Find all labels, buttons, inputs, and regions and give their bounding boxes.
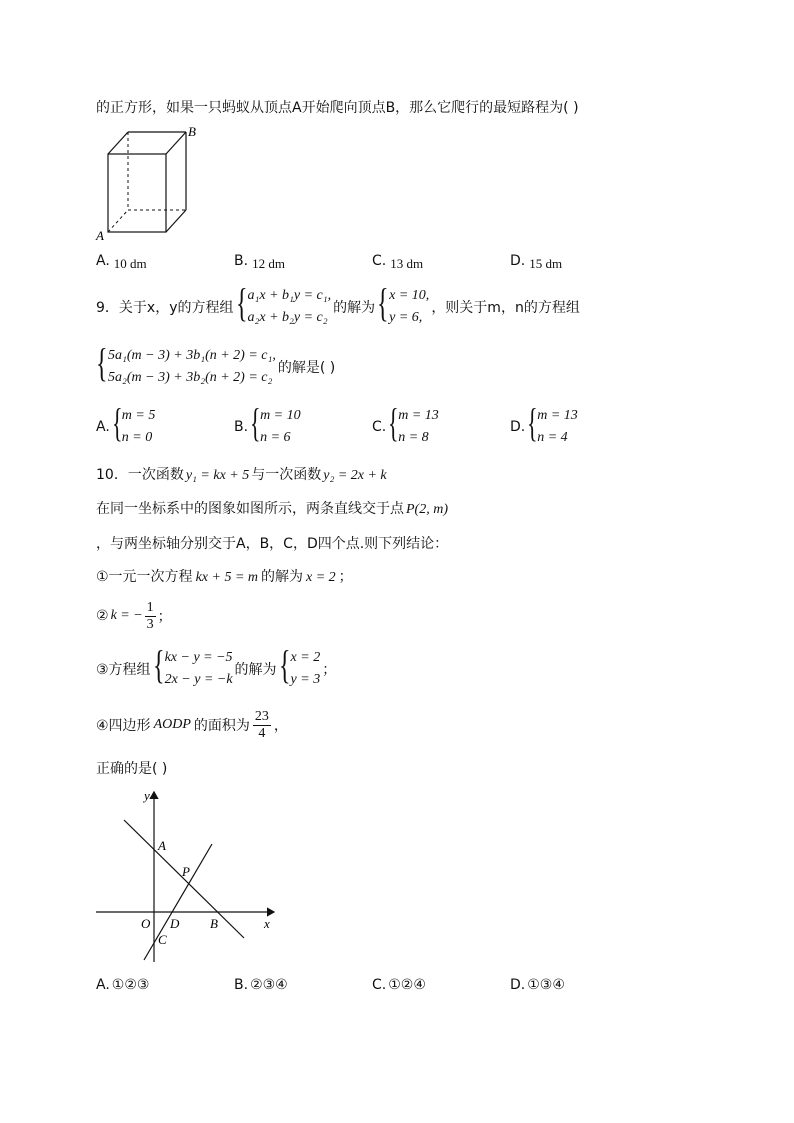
q10-coordinate-graph	[94, 786, 284, 966]
q10-option-c[interactable]: C. ①②④	[372, 977, 426, 993]
q10-stem-line3: ，与两坐标轴分别交于A，B，C，D四个点.则下列结论：	[96, 536, 449, 552]
q8-stem: 的正方形，如果一只蚂蚁从顶点A开始爬向顶点B，那么它爬行的最短路程为( )	[96, 100, 579, 116]
q10-option-a[interactable]: A. ①②③	[96, 977, 150, 993]
q8-option-d[interactable]: D. 15 dm	[510, 253, 563, 271]
cuboid-edge	[166, 210, 186, 232]
q10-ask: 正确的是( )	[96, 761, 168, 777]
q10-conclusion-1: ①一元一次方程 kx + 5 = m 的解为 x = 2 ；	[96, 569, 353, 585]
label-p: P	[182, 864, 190, 879]
q9-stem	[96, 280, 580, 331]
q9-system-2: { 5a₁(m − 3) + 3b₁(n + 2) = c₁, 5a₂(m − 3) + 3b₂(n + 2) = c₂	[96, 340, 276, 385]
q10-stem-line2: 在同一坐标系中的图象如图所示，两条直线交于点 P(2, m)	[96, 501, 448, 517]
q10-option-b[interactable]: B. ②③④	[234, 977, 288, 993]
q8-option-a[interactable]: A. 10 dm	[96, 253, 147, 271]
q10-option-d[interactable]: D. ①③④	[510, 977, 565, 993]
cuboid-hidden-edge	[108, 210, 128, 232]
q9-system-1: { a₁x + b₁y = c₁, a₂x + b₂y = c₂	[235, 280, 332, 325]
q10-stem-line1: 10．一次函数 y₁ = kx + 5 与一次函数 y₂ = 2x + k	[96, 467, 387, 483]
label-y: y	[144, 788, 150, 803]
q9-text-ask: 的解是( )	[277, 360, 336, 376]
q9-option-b[interactable]: B. { m = 10 n = 6	[234, 400, 301, 445]
label-d: D	[170, 916, 180, 931]
q9-solution-system: { x = 10, y = 6,	[377, 280, 430, 325]
label-b: B	[210, 916, 218, 931]
q10-conclusion-3: ③方程组 { kx − y = −5 2x − y = −k 的解为 { x = 2 y = 3 ；	[96, 642, 337, 687]
q9-text-about: 关于x，y的方程组	[118, 300, 234, 316]
label-x: x	[264, 916, 270, 931]
label-a: A	[96, 228, 104, 242]
q9-option-a[interactable]: A. { m = 5 n = 0	[96, 400, 156, 445]
label-a: A	[158, 838, 166, 853]
q9-text-solution: 的解为	[333, 300, 376, 316]
q10-conclusion-2: ② k = − $\frac{1}{3}$ ；	[96, 599, 172, 632]
q9-option-d[interactable]: D. { m = 13 n = 4	[510, 400, 578, 445]
q8-option-b[interactable]: B. 12 dm	[234, 253, 285, 271]
cuboid-front-face	[108, 154, 166, 232]
q8-option-c[interactable]: C. 13 dm	[372, 253, 424, 271]
label-o: O	[141, 916, 151, 931]
q10-conclusion-4: ④四边形 AODP 的面积为 $\frac{23}{4}$ ，	[96, 708, 288, 741]
q9-option-c[interactable]: C. { m = 13 n = 8	[372, 400, 439, 445]
label-b: B	[188, 124, 196, 139]
fraction-one-third: $\frac{1}{3}$	[146, 599, 154, 632]
q8-cuboid-figure	[94, 124, 206, 242]
q9-text-then: ，则关于m，n的方程组	[431, 300, 580, 316]
q9-second-line	[96, 340, 336, 391]
cuboid-edge	[166, 132, 186, 154]
cuboid-edge	[108, 132, 128, 154]
fraction-23-4: $\frac{23}{4}$	[254, 708, 269, 741]
label-c: C	[158, 932, 167, 947]
q9-number: 9．	[96, 300, 119, 316]
